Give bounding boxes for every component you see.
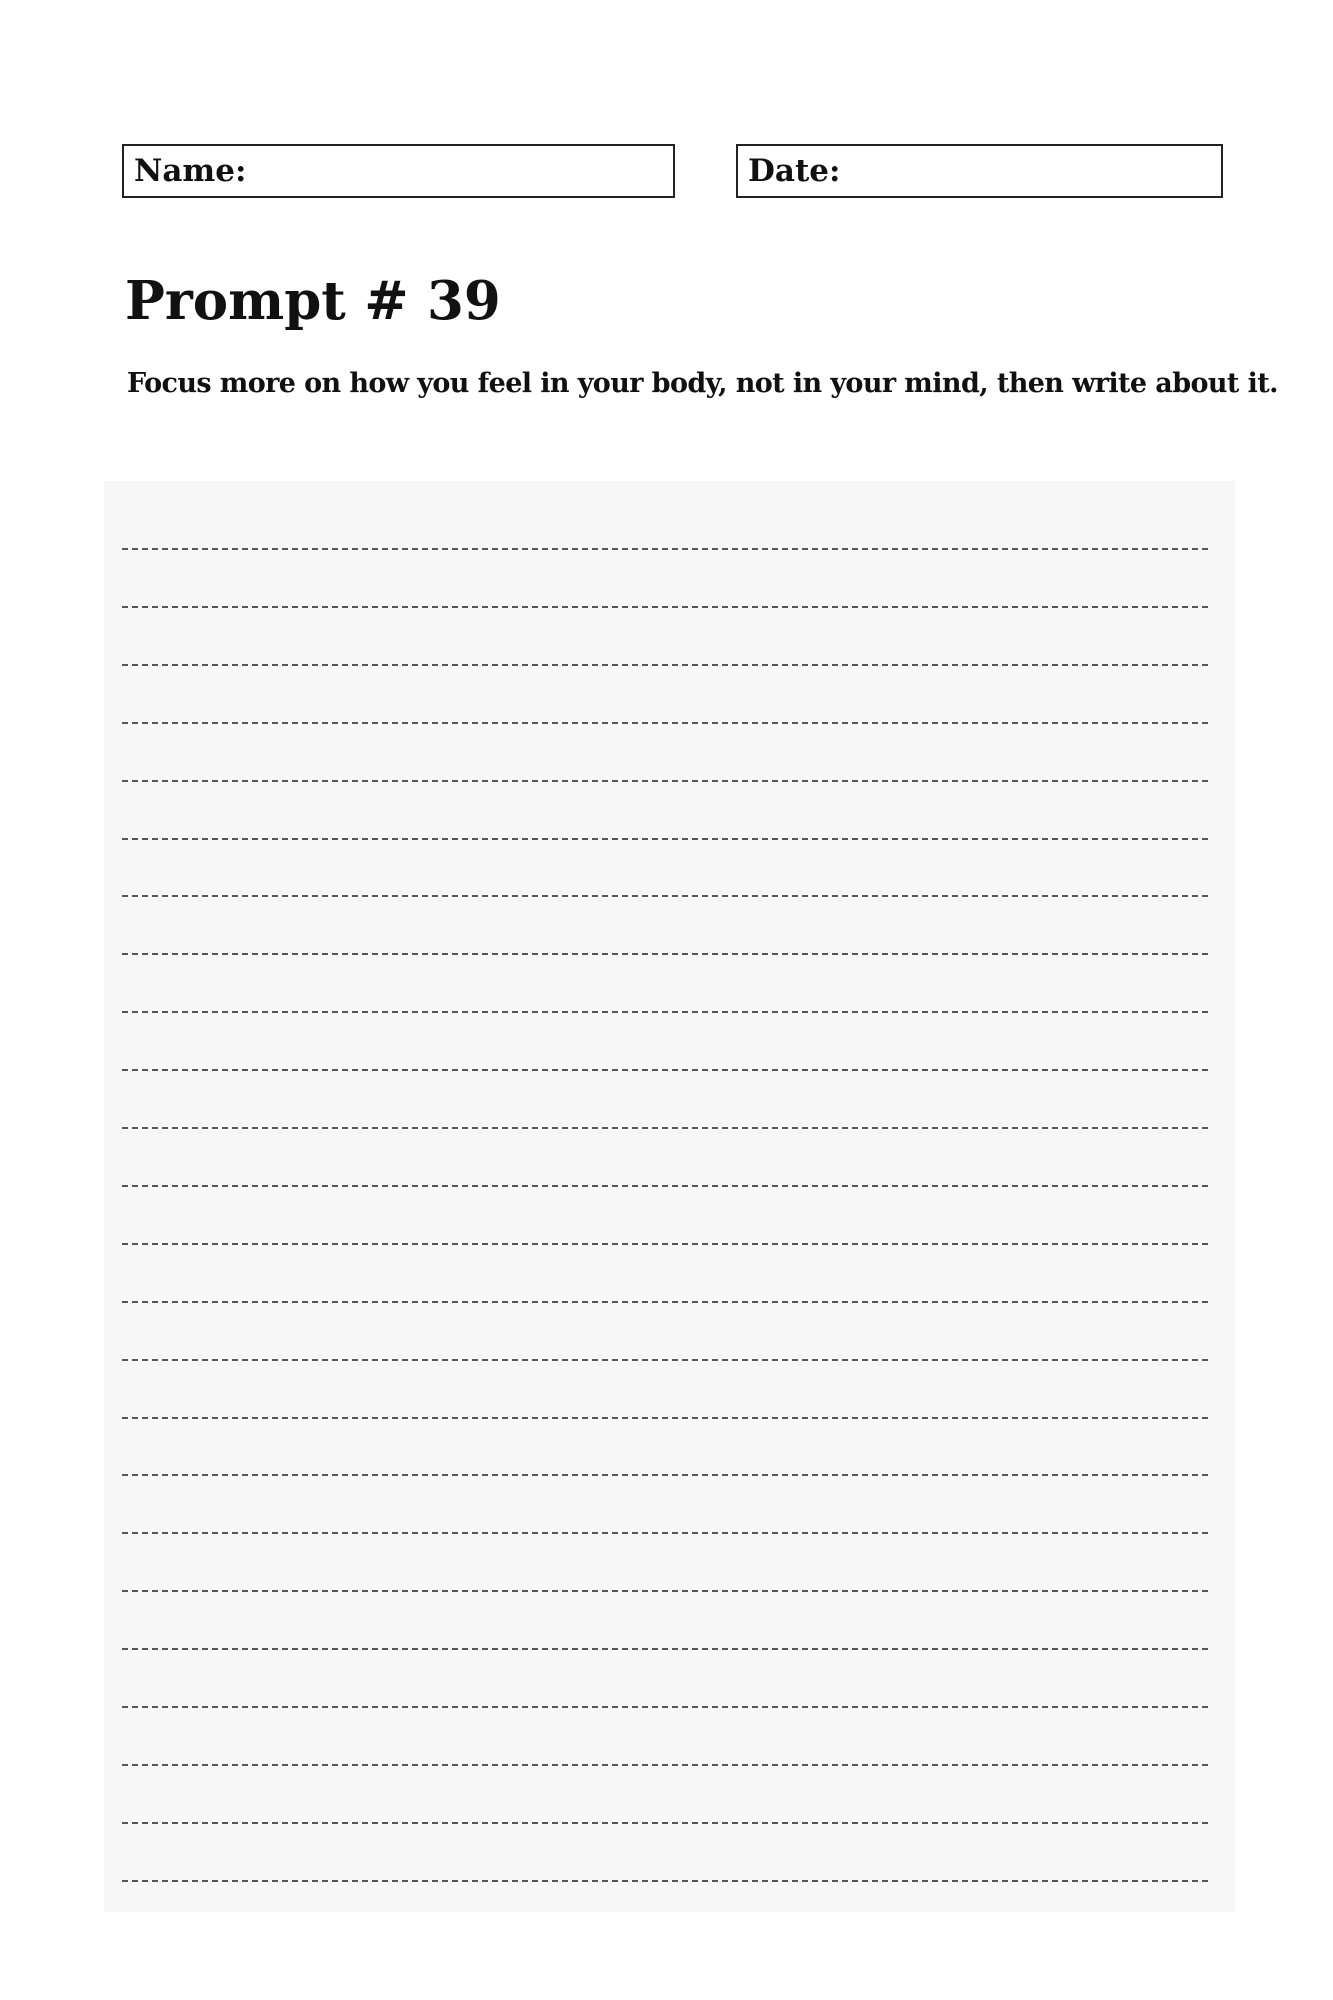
writing-line [122, 722, 1208, 724]
prompt-text: Focus more on how you feel in your body, not in your mind, then write about it. [127, 368, 1278, 399]
writing-line [122, 1359, 1208, 1361]
writing-line [122, 1822, 1208, 1824]
date-label: Date: [748, 152, 841, 189]
writing-line [122, 1185, 1208, 1187]
writing-line [122, 1474, 1208, 1476]
writing-line [122, 953, 1208, 955]
prompt-title: Prompt # 39 [125, 270, 501, 332]
date-field[interactable] [736, 144, 1223, 198]
writing-line [122, 780, 1208, 782]
writing-line [122, 1417, 1208, 1419]
writing-line [122, 606, 1208, 608]
writing-line [122, 895, 1208, 897]
writing-line [122, 1301, 1208, 1303]
writing-line [122, 1880, 1208, 1882]
writing-line [122, 1011, 1208, 1013]
writing-line [122, 1648, 1208, 1650]
name-label: Name: [134, 152, 247, 189]
writing-line [122, 1243, 1208, 1245]
name-field[interactable] [122, 144, 675, 198]
writing-line [122, 664, 1208, 666]
writing-line [122, 1764, 1208, 1766]
writing-line [122, 838, 1208, 840]
writing-line [122, 1706, 1208, 1708]
writing-line [122, 1532, 1208, 1534]
writing-line [122, 548, 1208, 550]
writing-line [122, 1069, 1208, 1071]
writing-line [122, 1127, 1208, 1129]
writing-line [122, 1590, 1208, 1592]
writing-area[interactable] [104, 481, 1235, 1912]
